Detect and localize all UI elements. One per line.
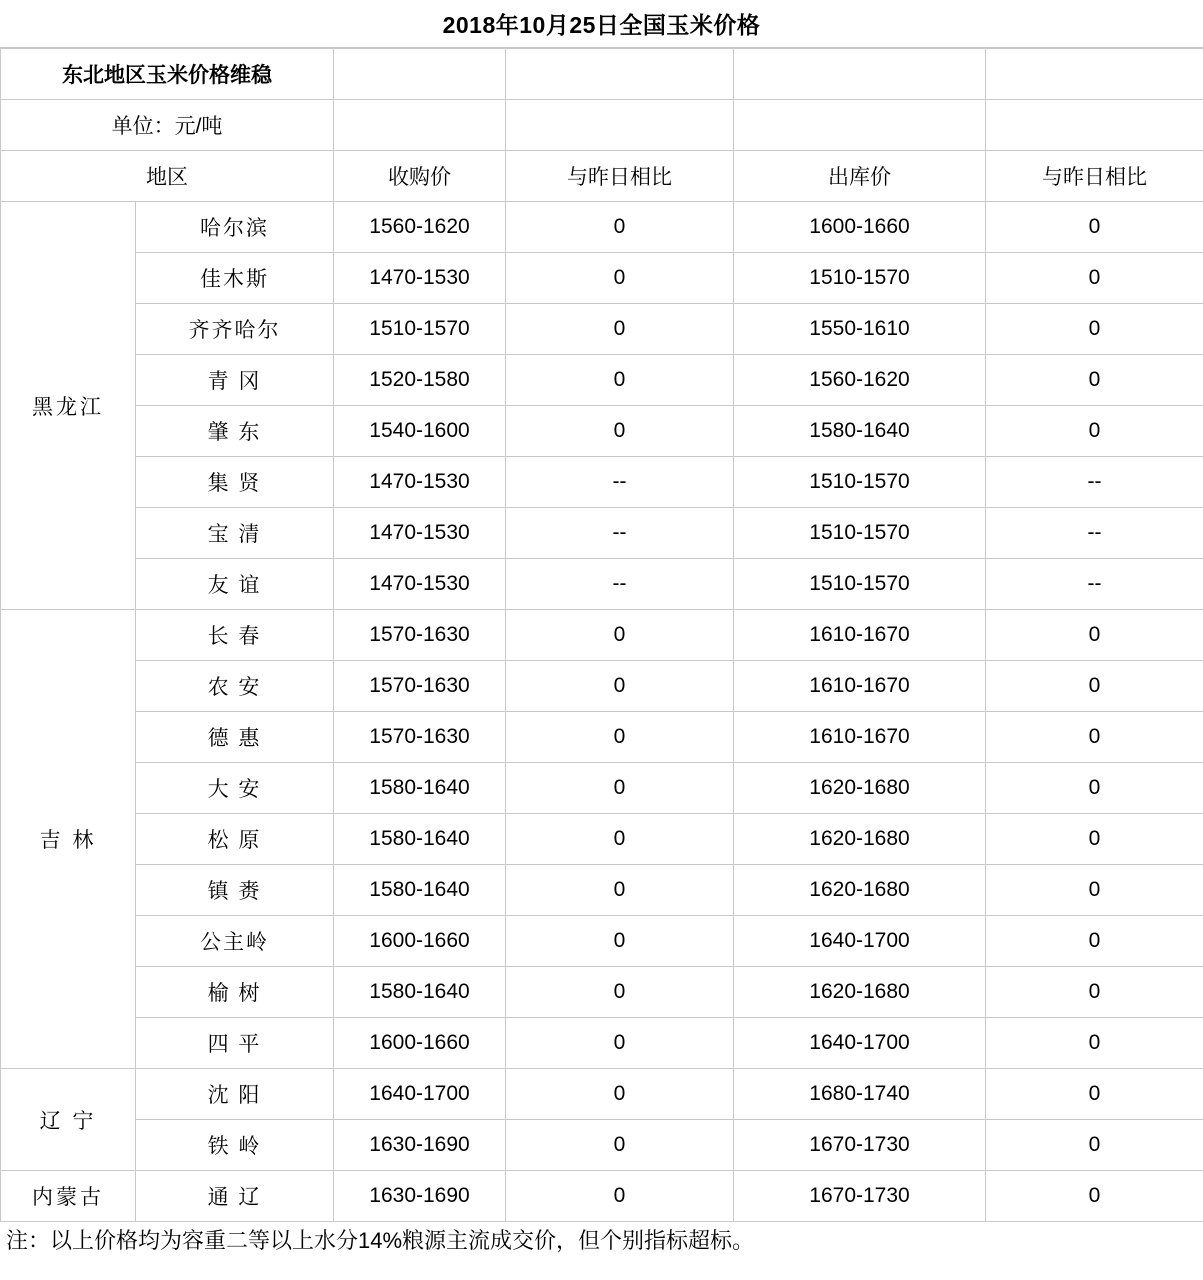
purchase-price-cell: 1630-1690 bbox=[334, 1171, 506, 1222]
exwarehouse-price-cell: 1620-1680 bbox=[734, 763, 986, 814]
city-cell: 沈 阳 bbox=[136, 1069, 334, 1120]
table-row bbox=[1, 1069, 1203, 1120]
city-cell: 四 平 bbox=[136, 1018, 334, 1069]
exwarehouse-price-cell: 1620-1680 bbox=[734, 865, 986, 916]
exwarehouse-change-cell: 0 bbox=[986, 814, 1203, 865]
exwarehouse-change-cell: -- bbox=[986, 559, 1203, 610]
table-row bbox=[1, 457, 1203, 508]
blank-cell bbox=[506, 49, 734, 100]
city-cell: 友 谊 bbox=[136, 559, 334, 610]
city-cell: 大 安 bbox=[136, 763, 334, 814]
table-row bbox=[1, 865, 1203, 916]
exwarehouse-price-cell: 1580-1640 bbox=[734, 406, 986, 457]
purchase-change-cell: 0 bbox=[506, 406, 734, 457]
exwarehouse-change-cell: 0 bbox=[986, 202, 1203, 253]
purchase-change-cell: 0 bbox=[506, 1120, 734, 1171]
exwarehouse-change-cell: 0 bbox=[986, 712, 1203, 763]
exwarehouse-change-cell: 0 bbox=[986, 1120, 1203, 1171]
footnote: 注：以上价格均为容重二等以上水分14%粮源主流成交价，但个别指标超标。 bbox=[6, 1228, 755, 1253]
table-row bbox=[1, 661, 1203, 712]
purchase-price-cell: 1600-1660 bbox=[334, 1018, 506, 1069]
purchase-change-cell: 0 bbox=[506, 1018, 734, 1069]
purchase-change-cell: 0 bbox=[506, 712, 734, 763]
purchase-price-cell: 1580-1640 bbox=[334, 763, 506, 814]
exwarehouse-change-cell: 0 bbox=[986, 916, 1203, 967]
exwarehouse-change-cell: 0 bbox=[986, 253, 1203, 304]
city-cell: 农 安 bbox=[136, 661, 334, 712]
purchase-price-cell: 1510-1570 bbox=[334, 304, 506, 355]
header-exwarehouse-price: 出库价 bbox=[734, 151, 986, 202]
exwarehouse-price-cell: 1600-1660 bbox=[734, 202, 986, 253]
purchase-price-cell: 1560-1620 bbox=[334, 202, 506, 253]
table-row bbox=[1, 202, 1203, 253]
city-cell: 铁 岭 bbox=[136, 1120, 334, 1171]
blank-cell bbox=[986, 100, 1203, 151]
blank-cell bbox=[334, 100, 506, 151]
exwarehouse-change-cell: 0 bbox=[986, 967, 1203, 1018]
exwarehouse-change-cell: 0 bbox=[986, 1069, 1203, 1120]
exwarehouse-change-cell: -- bbox=[986, 508, 1203, 559]
city-cell: 镇 赉 bbox=[136, 865, 334, 916]
exwarehouse-price-cell: 1510-1570 bbox=[734, 508, 986, 559]
purchase-change-cell: 0 bbox=[506, 661, 734, 712]
city-cell: 哈尔滨 bbox=[136, 202, 334, 253]
exwarehouse-price-cell: 1680-1740 bbox=[734, 1069, 986, 1120]
exwarehouse-price-cell: 1620-1680 bbox=[734, 967, 986, 1018]
table-row bbox=[1, 253, 1203, 304]
purchase-price-cell: 1470-1530 bbox=[334, 508, 506, 559]
purchase-price-cell: 1630-1690 bbox=[334, 1120, 506, 1171]
exwarehouse-change-cell: 0 bbox=[986, 1018, 1203, 1069]
table-body bbox=[1, 49, 1203, 1222]
city-cell: 德 惠 bbox=[136, 712, 334, 763]
exwarehouse-change-cell: 0 bbox=[986, 610, 1203, 661]
header-purchase-price: 收购价 bbox=[334, 151, 506, 202]
purchase-price-cell: 1570-1630 bbox=[334, 661, 506, 712]
city-cell: 肇 东 bbox=[136, 406, 334, 457]
purchase-change-cell: 0 bbox=[506, 1069, 734, 1120]
purchase-change-cell: 0 bbox=[506, 763, 734, 814]
purchase-price-cell: 1540-1600 bbox=[334, 406, 506, 457]
purchase-price-cell: 1470-1530 bbox=[334, 253, 506, 304]
purchase-change-cell: 0 bbox=[506, 967, 734, 1018]
subtitle-cell: 东北地区玉米价格维稳 bbox=[1, 49, 334, 100]
purchase-price-cell: 1580-1640 bbox=[334, 865, 506, 916]
city-cell: 松 原 bbox=[136, 814, 334, 865]
exwarehouse-change-cell: 0 bbox=[986, 763, 1203, 814]
purchase-change-cell: 0 bbox=[506, 355, 734, 406]
purchase-change-cell: -- bbox=[506, 559, 734, 610]
city-cell: 集 贤 bbox=[136, 457, 334, 508]
table-row bbox=[1, 559, 1203, 610]
exwarehouse-price-cell: 1560-1620 bbox=[734, 355, 986, 406]
city-cell: 榆 树 bbox=[136, 967, 334, 1018]
exwarehouse-price-cell: 1610-1670 bbox=[734, 610, 986, 661]
corn-price-table bbox=[0, 48, 1203, 1222]
city-cell: 齐齐哈尔 bbox=[136, 304, 334, 355]
province-cell: 黑龙江 bbox=[1, 202, 136, 610]
exwarehouse-change-cell: 0 bbox=[986, 661, 1203, 712]
province-cell: 内蒙古 bbox=[1, 1171, 136, 1222]
purchase-change-cell: -- bbox=[506, 457, 734, 508]
table-row bbox=[1, 1120, 1203, 1171]
table-row bbox=[1, 1018, 1203, 1069]
exwarehouse-price-cell: 1510-1570 bbox=[734, 253, 986, 304]
exwarehouse-price-cell: 1550-1610 bbox=[734, 304, 986, 355]
header-region: 地区 bbox=[1, 151, 334, 202]
purchase-change-cell: 0 bbox=[506, 814, 734, 865]
city-cell: 佳木斯 bbox=[136, 253, 334, 304]
subtitle-row bbox=[1, 49, 1203, 100]
purchase-price-cell: 1520-1580 bbox=[334, 355, 506, 406]
exwarehouse-price-cell: 1670-1730 bbox=[734, 1171, 986, 1222]
unit-cell: 单位：元/吨 bbox=[1, 100, 334, 151]
exwarehouse-change-cell: 0 bbox=[986, 865, 1203, 916]
table-row bbox=[1, 406, 1203, 457]
table-row bbox=[1, 508, 1203, 559]
table-row bbox=[1, 916, 1203, 967]
exwarehouse-price-cell: 1620-1680 bbox=[734, 814, 986, 865]
purchase-change-cell: 0 bbox=[506, 916, 734, 967]
table-row bbox=[1, 1171, 1203, 1222]
table-row bbox=[1, 763, 1203, 814]
exwarehouse-price-cell: 1640-1700 bbox=[734, 1018, 986, 1069]
table-header-row bbox=[1, 151, 1203, 202]
province-cell: 辽 宁 bbox=[1, 1069, 136, 1171]
blank-cell bbox=[986, 49, 1203, 100]
purchase-change-cell: 0 bbox=[506, 865, 734, 916]
exwarehouse-price-cell: 1610-1670 bbox=[734, 661, 986, 712]
purchase-price-cell: 1580-1640 bbox=[334, 814, 506, 865]
purchase-price-cell: 1570-1630 bbox=[334, 610, 506, 661]
city-cell: 长 春 bbox=[136, 610, 334, 661]
exwarehouse-change-cell: 0 bbox=[986, 304, 1203, 355]
table-row bbox=[1, 967, 1203, 1018]
header-purchase-change: 与昨日相比 bbox=[506, 151, 734, 202]
table-row bbox=[1, 610, 1203, 661]
purchase-price-cell: 1600-1660 bbox=[334, 916, 506, 967]
exwarehouse-price-cell: 1610-1670 bbox=[734, 712, 986, 763]
purchase-price-cell: 1470-1530 bbox=[334, 457, 506, 508]
city-cell: 公主岭 bbox=[136, 916, 334, 967]
exwarehouse-change-cell: -- bbox=[986, 457, 1203, 508]
purchase-change-cell: 0 bbox=[506, 304, 734, 355]
purchase-change-cell: 0 bbox=[506, 202, 734, 253]
purchase-change-cell: 0 bbox=[506, 610, 734, 661]
blank-cell bbox=[334, 49, 506, 100]
blank-cell bbox=[734, 49, 986, 100]
exwarehouse-price-cell: 1670-1730 bbox=[734, 1120, 986, 1171]
exwarehouse-price-cell: 1640-1700 bbox=[734, 916, 986, 967]
exwarehouse-price-cell: 1510-1570 bbox=[734, 559, 986, 610]
purchase-change-cell: 0 bbox=[506, 1171, 734, 1222]
province-cell: 吉 林 bbox=[1, 610, 136, 1069]
exwarehouse-price-cell: 1510-1570 bbox=[734, 457, 986, 508]
blank-cell bbox=[734, 100, 986, 151]
blank-cell bbox=[506, 100, 734, 151]
purchase-change-cell: -- bbox=[506, 508, 734, 559]
table-row bbox=[1, 712, 1203, 763]
purchase-price-cell: 1640-1700 bbox=[334, 1069, 506, 1120]
city-cell: 通 辽 bbox=[136, 1171, 334, 1222]
document-title-row bbox=[0, 0, 1203, 48]
purchase-price-cell: 1580-1640 bbox=[334, 967, 506, 1018]
page-title: 2018年10月25日全国玉米价格 bbox=[442, 12, 761, 38]
purchase-change-cell: 0 bbox=[506, 253, 734, 304]
purchase-price-cell: 1570-1630 bbox=[334, 712, 506, 763]
table-row bbox=[1, 814, 1203, 865]
unit-row bbox=[1, 100, 1203, 151]
purchase-price-cell: 1470-1530 bbox=[334, 559, 506, 610]
city-cell: 青 冈 bbox=[136, 355, 334, 406]
header-exwarehouse-change: 与昨日相比 bbox=[986, 151, 1203, 202]
table-row bbox=[1, 304, 1203, 355]
exwarehouse-change-cell: 0 bbox=[986, 355, 1203, 406]
city-cell: 宝 清 bbox=[136, 508, 334, 559]
table-row bbox=[1, 355, 1203, 406]
exwarehouse-change-cell: 0 bbox=[986, 1171, 1203, 1222]
exwarehouse-change-cell: 0 bbox=[986, 406, 1203, 457]
